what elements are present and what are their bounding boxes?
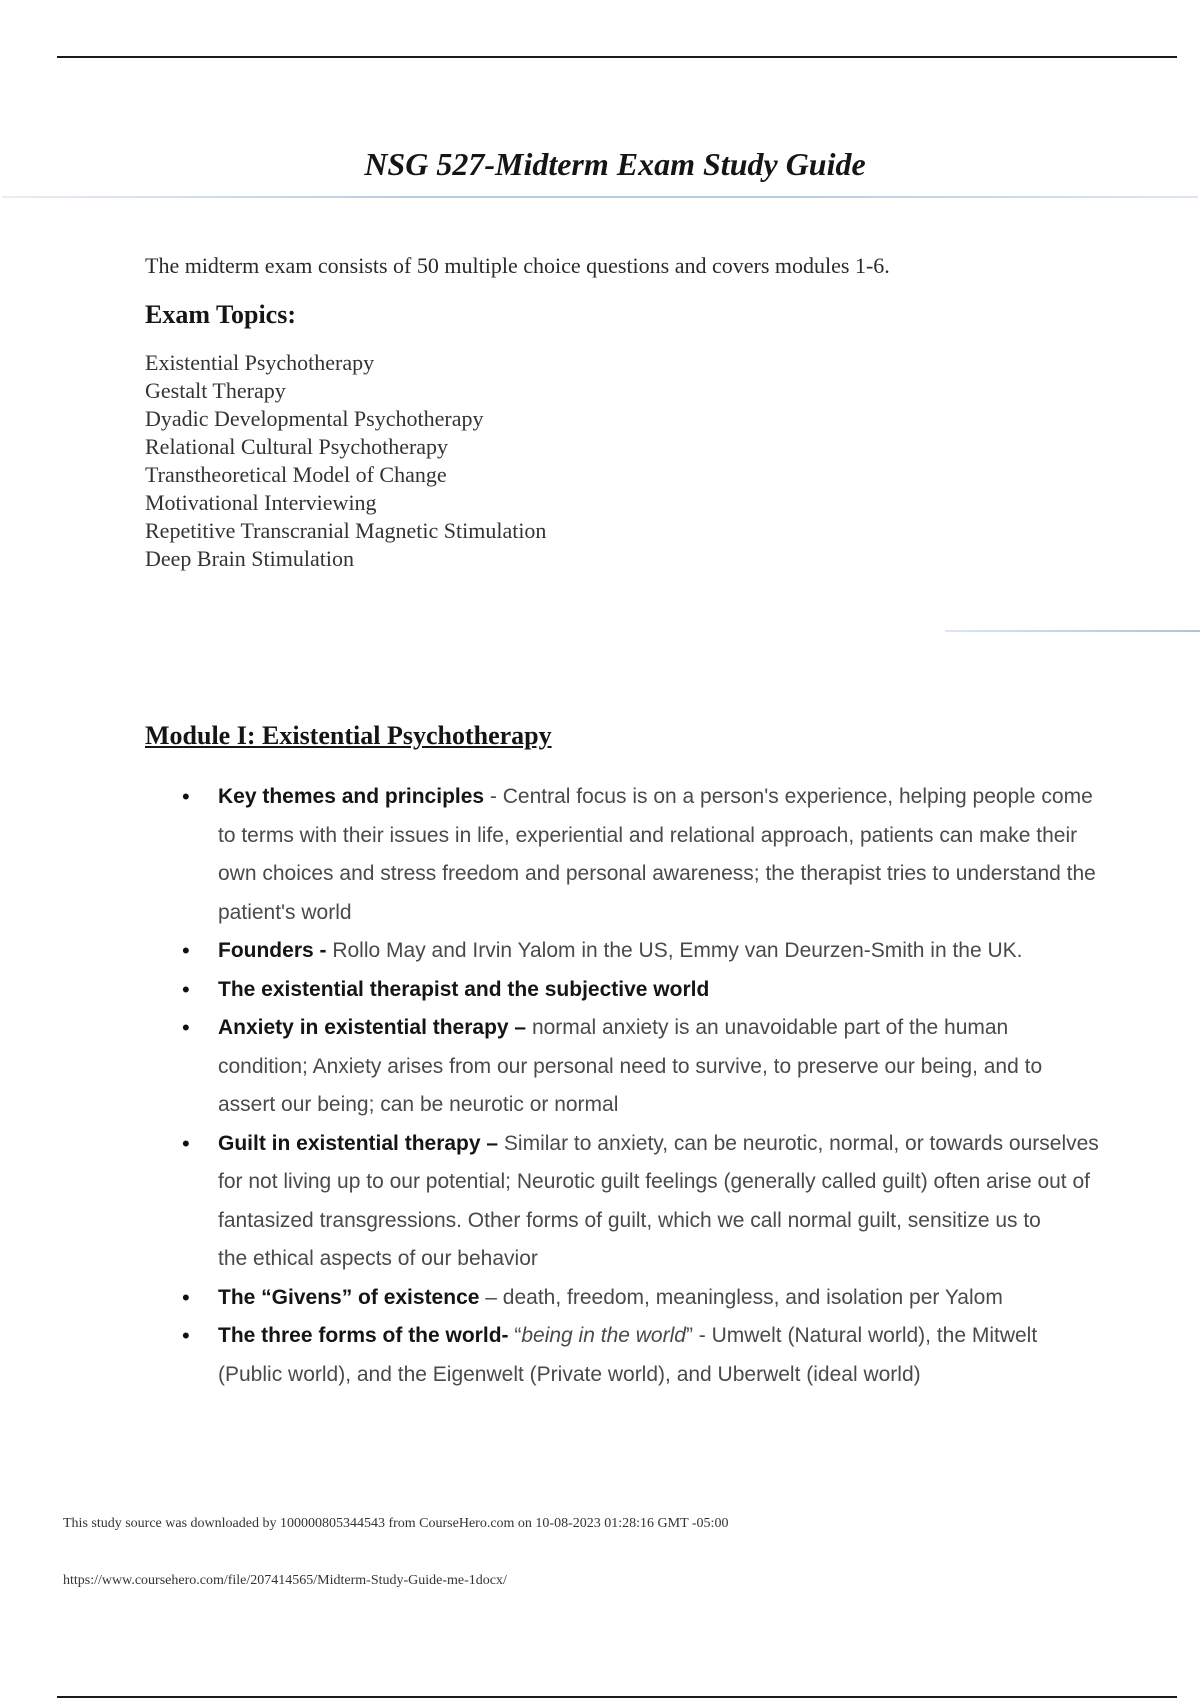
topic-item: Repetitive Transcranial Magnetic Stimulation: [145, 518, 547, 543]
module-heading: Module I: Existential Psychotherapy: [145, 721, 552, 750]
page-title: NSG 527-Midterm Exam Study Guide: [364, 146, 866, 182]
bullet-quote-close: ”: [685, 1324, 693, 1347]
topic-item: Deep Brain Stimulation: [145, 546, 354, 571]
module-bullet-list: [170, 778, 1100, 1394]
bullet-italic: being in the world: [521, 1324, 686, 1347]
title-divider: [2, 196, 1198, 198]
bullet-text: – death, freedom, meaningless, and isolation per Yalom: [479, 1285, 1003, 1309]
bullet-text: Rollo May and Irvin Yalom in the US, Emmy van Deurzen-Smith in the UK.: [326, 939, 1023, 962]
topics-heading: Exam Topics:: [145, 300, 296, 329]
topic-item: Transtheoretical Model of Change: [145, 462, 447, 487]
bullet-item: [170, 1317, 1100, 1394]
bullet-label: Guilt in existential therapy –: [218, 1131, 499, 1155]
bullet-item: [170, 1009, 1100, 1125]
topic-item: Existential Psychotherapy: [145, 350, 375, 375]
section-divider: [945, 630, 1200, 632]
topics-list: [145, 349, 546, 573]
topic-item: Gestalt Therapy: [145, 378, 286, 403]
bullet-item: [170, 1125, 1100, 1279]
bullet-label: Anxiety in existential therapy –: [218, 1016, 527, 1039]
topic-item: Motivational Interviewing: [145, 490, 377, 515]
bullet-text: - Umwelt (Natural world), the Mitwelt (Public world), and the Eigenwelt (Private world), and Uberwelt (ideal world): [218, 1324, 1038, 1386]
footer-source-line: This study source was downloaded by 100000805344543 from CourseHero.com on 10-08-2023 01:28:16 GMT -05:00: [63, 1516, 729, 1531]
topic-item: Relational Cultural Psychotherapy: [145, 434, 449, 459]
bullet-quote-open: “: [508, 1324, 522, 1347]
bullet-item: [170, 932, 1100, 971]
bullet-label: Founders -: [218, 939, 327, 962]
topic-item: Dyadic Developmental Psychotherapy: [145, 406, 484, 431]
bullet-continuation: the ethical aspects of our behavior: [218, 1247, 538, 1270]
bullet-label: Key themes and principles: [218, 785, 485, 808]
bullet-text: - Central focus is on a person's experience, helping people come to terms with their issues in life, experiential and relational approach, patients can make their own choices and stress freedom and personal awareness; the therapist tries to understand the patient's world: [218, 785, 1096, 924]
bottom-rule: [57, 1696, 1177, 1698]
bullet-item: [170, 778, 1100, 932]
bullet-item: [170, 971, 1100, 1010]
bullet-item: [170, 1279, 1100, 1318]
bullet-label: The existential therapist and the subjective world: [218, 977, 710, 1001]
bullet-text: Similar to anxiety, can be neurotic, normal, or towards ourselves for not living up to our potential; Neurotic guilt feelings (generally called guilt) often arise out of fantasized transgressions. Other forms of guilt, which we call normal guilt, sensitize us to: [218, 1131, 1099, 1232]
top-rule: [57, 56, 1177, 58]
bullet-label: The “Givens” of existence: [218, 1285, 480, 1309]
footer-url[interactable]: https://www.coursehero.com/file/207414565/Midterm-Study-Guide-me-1docx/: [63, 1573, 507, 1588]
intro-text: The midterm exam consists of 50 multiple choice questions and covers modules 1-6.: [145, 253, 890, 278]
bullet-text: normal anxiety is an unavoidable part of the human condition; Anxiety arises from our personal need to survive, to preserve our being, and to assert our being; can be neurotic or normal: [218, 1016, 1043, 1116]
bullet-label: The three forms of the world-: [218, 1324, 509, 1347]
